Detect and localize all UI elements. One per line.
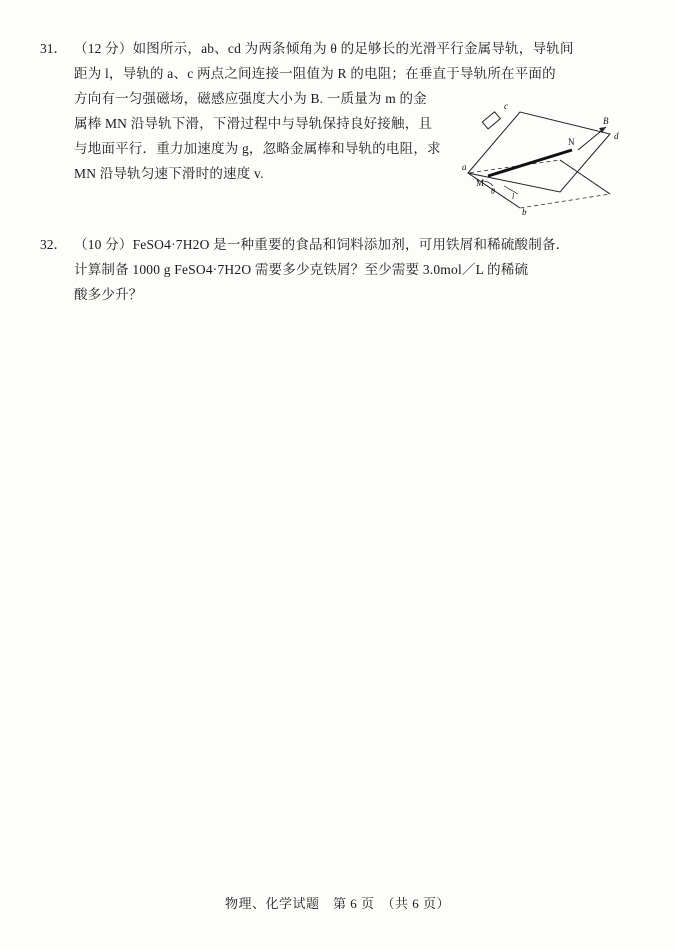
resistor-R — [482, 112, 500, 129]
figure-label-B: B — [603, 116, 609, 126]
question-31-score: （12 分） — [74, 41, 133, 56]
figure-label-theta: θ — [491, 187, 495, 196]
question-32 — [40, 232, 640, 307]
figure-label-d: d — [614, 131, 619, 141]
ground-plane — [468, 160, 610, 208]
question-32-body — [74, 232, 640, 307]
question-32-score: （10 分） — [74, 237, 133, 252]
question-31-line-2: 距为 l，导轨的 a、c 两点之间连接一阻值为 R 的电阻；在垂直于导轨所在平面的 — [74, 66, 556, 81]
question-32-number-text: 32 — [40, 237, 54, 252]
figure-label-c: c — [504, 101, 508, 111]
question-32-line-3: 酸多少升？ — [74, 287, 143, 302]
figure-label-l: l — [512, 192, 515, 201]
page-footer: 物理、化学试题 第 6 页 （共 6 页） — [224, 896, 450, 911]
rail-cd — [560, 160, 610, 194]
question-32-line-1 — [74, 232, 640, 257]
question-31-line-5: 与地面平行．重力加速度为 g，忽略金属棒和导轨的电阻，求 — [74, 141, 441, 156]
figure-label-b: b — [522, 207, 527, 216]
question-31 — [40, 36, 640, 216]
figure-label-N: N — [568, 137, 575, 147]
question-32-line-2: 计算制备 1000 g FeSO4·7H2O 需要多少克铁屑？至少需要 3.0mol／L 的稀硫 — [74, 262, 529, 277]
page-content — [40, 36, 640, 325]
question-31-number-text: 31 — [40, 41, 54, 56]
figure-label-M: M — [476, 178, 485, 188]
question-31-line-3: 方向有一匀强磁场，磁感应强度大小为 B. 一质量为 m 的金 — [74, 91, 427, 106]
rod-MN — [488, 150, 572, 176]
question-31-line-1 — [74, 36, 640, 61]
question-32-number: 32． — [40, 237, 67, 252]
question-31-number: 31． — [40, 41, 67, 56]
figure-svg — [460, 98, 640, 216]
physics-figure-inclined-rails — [460, 98, 640, 216]
question-32-text-1: FeSO4·7H2O 是一种重要的食品和饲料添加剂，可用铁屑和稀硫酸制备． — [132, 237, 570, 252]
figure-label-a: a — [462, 162, 467, 172]
question-31-text-1: 如图所示，ab、cd 为两条倾角为 θ 的足够长的光滑平行金属导轨，导轨间 — [132, 41, 574, 56]
question-31-line-6: MN 沿导轨匀速下滑时的速度 v. — [74, 166, 264, 181]
question-31-line-4: 属棒 MN 沿导轨下滑，下滑过程中与导轨保持良好接触，且 — [74, 116, 433, 131]
length-marker-l — [504, 186, 518, 194]
